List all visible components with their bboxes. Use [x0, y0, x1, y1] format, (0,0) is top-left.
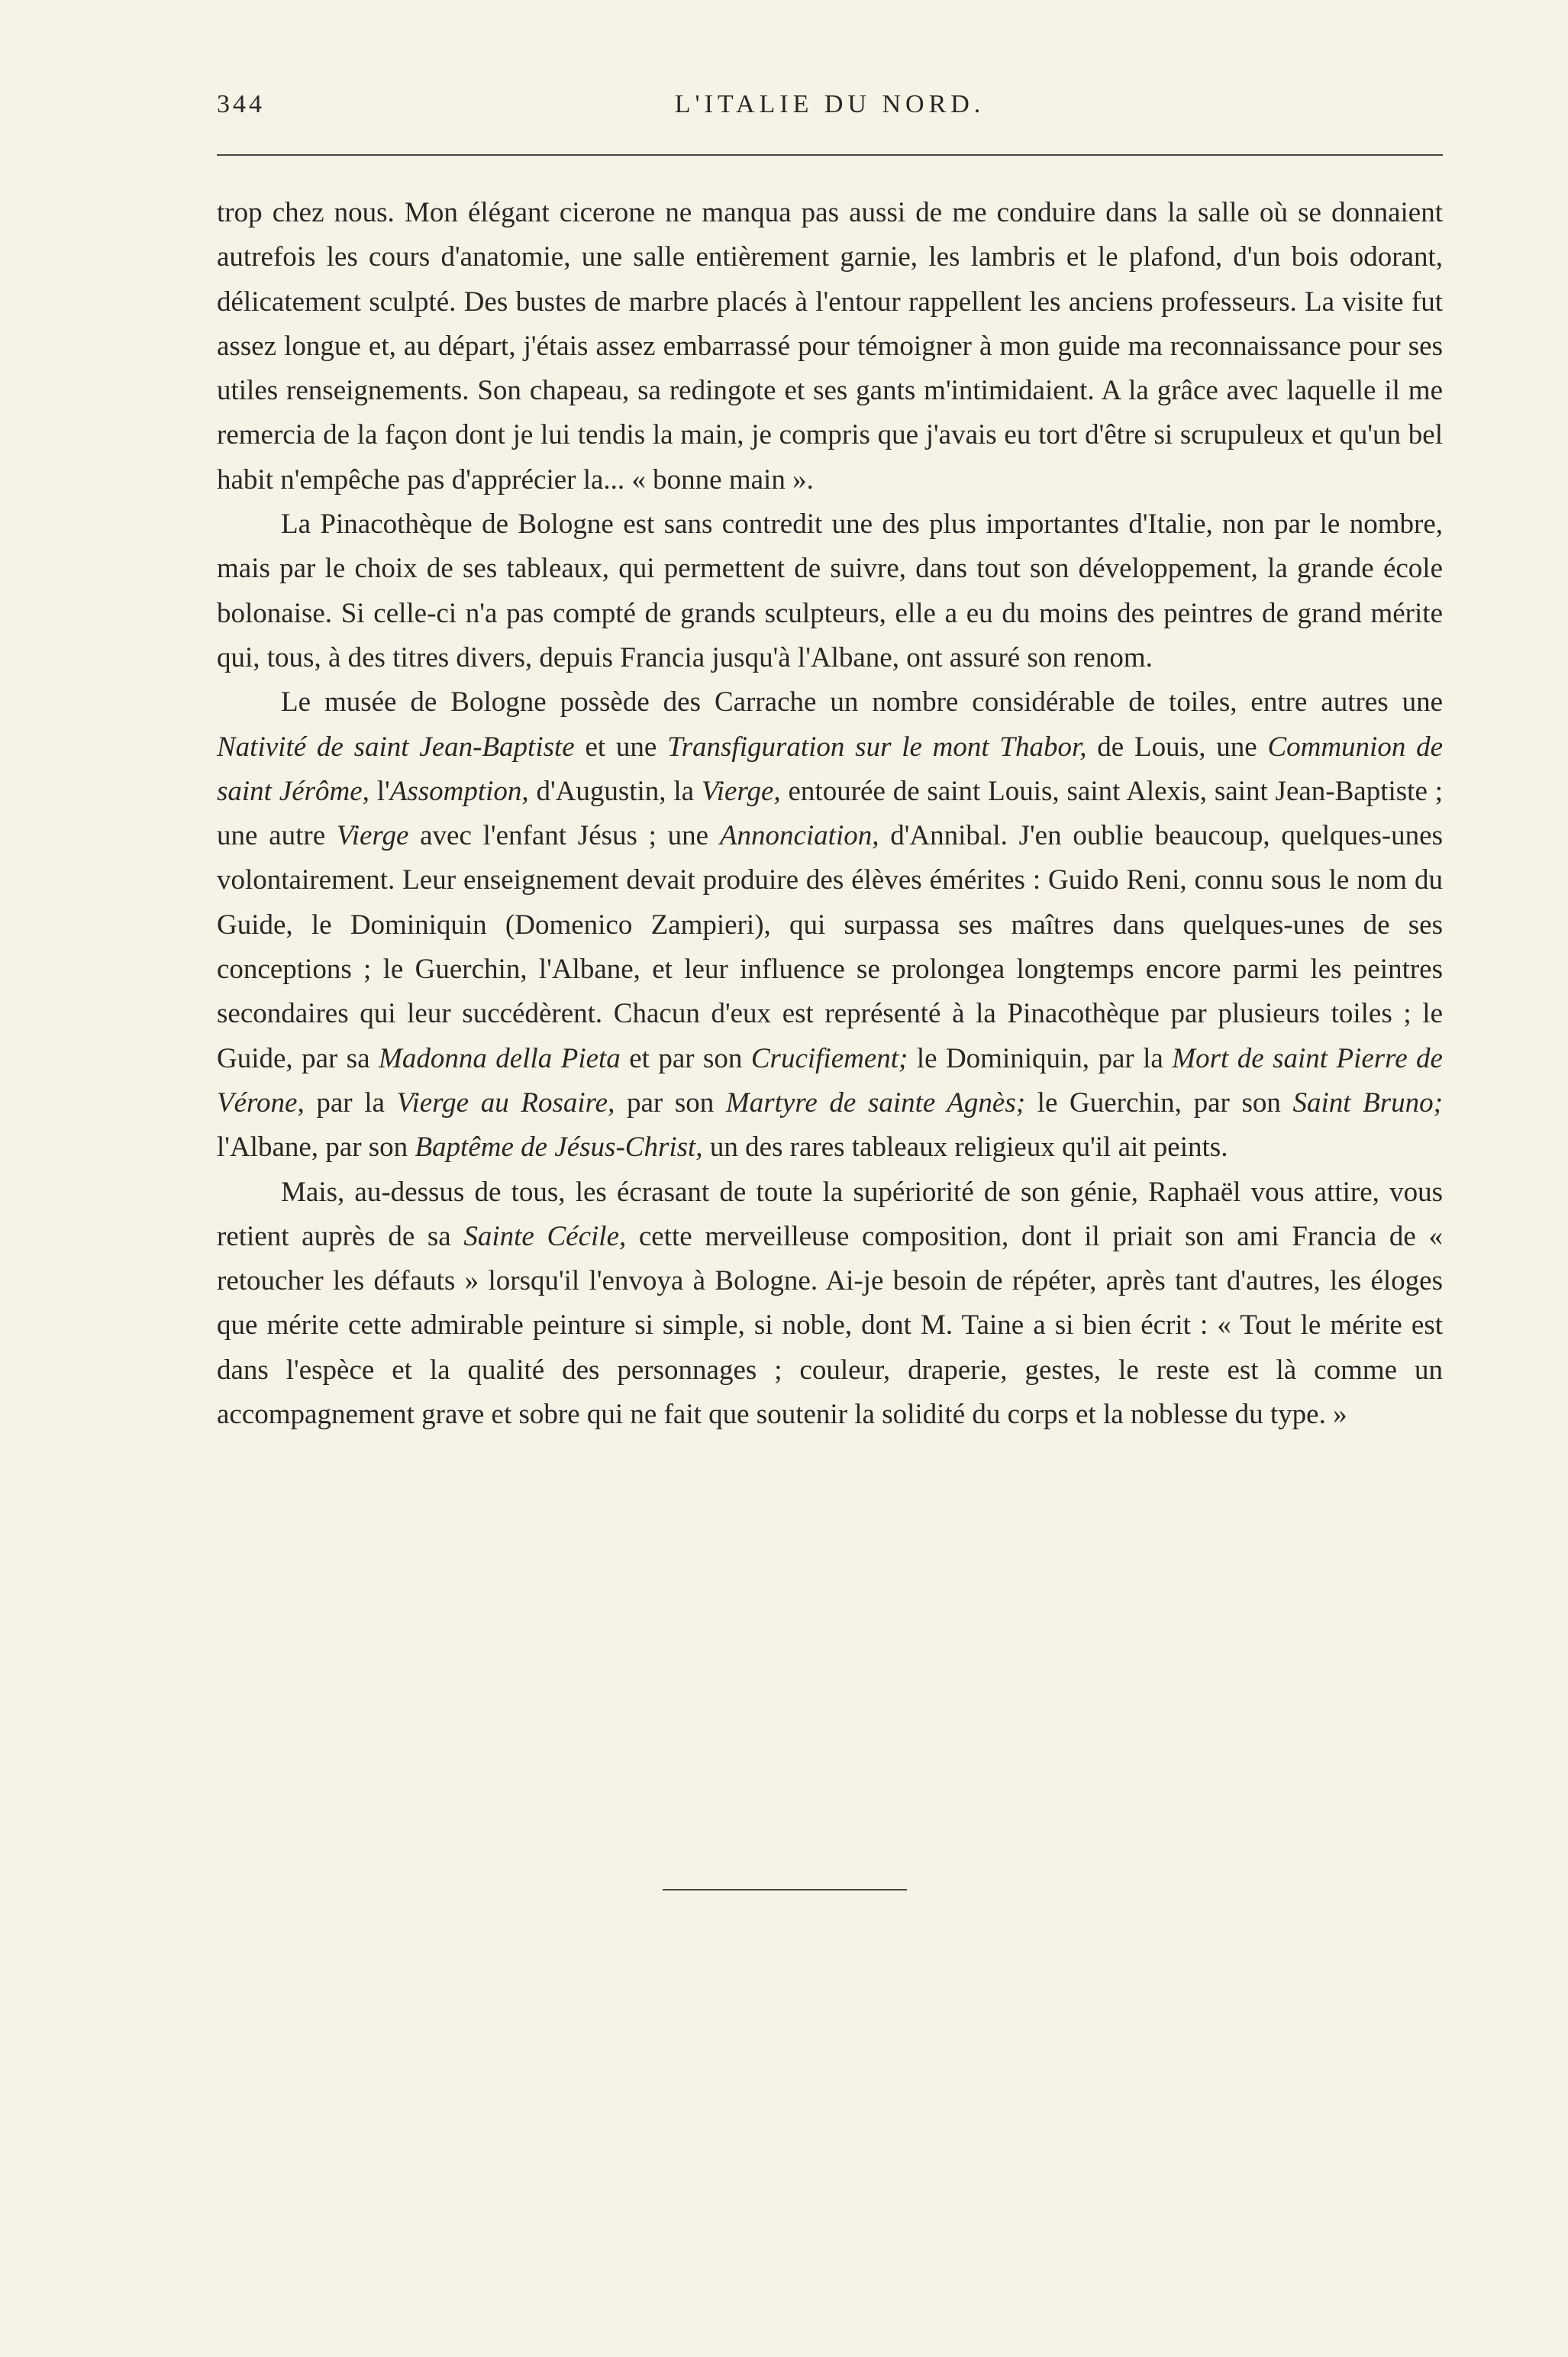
text-segment: le Guerchin, par son [1025, 1086, 1293, 1119]
artwork-title: Vierge, [701, 775, 781, 807]
text-segment: et par son [620, 1042, 751, 1074]
text-segment: par la [304, 1086, 397, 1119]
header-rule [217, 154, 1443, 156]
text-segment: d'Annibal. J'en oublie beaucoup, quelques-unes volontairement. Leur enseignement devait produire des élèves émérites : Guido Reni, connu sous le nom du Guide, le Dominiquin (Domenico Zampieri), qui surpassa ses maîtres dans quelques-unes de ses conceptions ; le Guerchin, l'Albane, et leur influence se prolongea longtemps encore parmi les peintres secondaires qui leur succédèrent. Chacun d'eux est représenté à la Pinacothèque par plusieurs toiles ; le Guide, par sa [217, 820, 1443, 1074]
text-segment: Le musée de Bologne possède des Carrache un nombre considérable de toiles, entre autres une [281, 686, 1443, 718]
artwork-title: Saint Bruno; [1292, 1086, 1443, 1119]
text-segment: avec l'enfant Jésus ; une [408, 820, 720, 852]
artwork-title: Transfiguration sur le mont Thabor, [667, 731, 1087, 763]
artwork-title: Mort de saint Pierre de Vérone, [217, 1042, 1443, 1119]
artwork-title: Vierge [336, 820, 409, 852]
paragraph-pinacotheque [217, 502, 1443, 680]
artwork-title: Communion de saint Jérôme, [217, 731, 1444, 807]
paragraph-musee [217, 680, 1443, 1170]
artwork-title: Baptême de Jésus-Christ, [415, 1132, 703, 1164]
artwork-title: Crucifiement; [750, 1042, 908, 1074]
text-segment: le Dominiquin, par la [908, 1042, 1173, 1074]
artwork-title: Vierge au Rosaire, [396, 1086, 615, 1119]
text-segment: cette merveilleuse composition, dont il priait son ami Francia de « retoucher les défauts » lorsqu'il l'envoya à Bologne. Ai-je besoin de répéter, après tant d'autres, les éloges que mérite cette admirable peinture si simple, si noble, dont M. Taine a si bien écrit : « Tout le mérite est dans l'espèce et la qualité des personnages ; couleur, draperie, gestes, le reste est là comme un accompagnement grave et sobre qui ne fait que soutenir la solidité du corps et la noblesse du type. » [217, 1220, 1443, 1431]
text-segment: l' [369, 775, 390, 807]
artwork-title: Sainte Cécile, [463, 1220, 627, 1252]
artwork-title: Assomption, [389, 775, 529, 807]
artwork-title: Madonna della Pieta [379, 1042, 621, 1074]
text-segment: un des rares tableaux religieux qu'il ait peints. [702, 1132, 1228, 1164]
paragraph-continuation [217, 191, 1443, 502]
paragraph-raphael [217, 1170, 1443, 1438]
text-segment: de Louis, une [1086, 731, 1268, 763]
artwork-title: Martyre de sainte Agnès; [725, 1086, 1026, 1119]
text-segment: Mais, au-dessus de tous, les écrasant de toute la supériorité de son génie, Raphaël vous attire, vous retient auprès de sa [217, 1176, 1443, 1252]
closing-rule [663, 1889, 907, 1890]
text-segment: l'Albane, par son [217, 1132, 415, 1164]
page-number: 344 [217, 90, 265, 118]
running-head [217, 90, 1443, 136]
text-segment: par son [615, 1086, 726, 1119]
text-segment: d'Augustin, la [528, 775, 702, 807]
running-title: L'ITALIE DU NORD. [674, 90, 986, 118]
text-segment: et une [574, 731, 668, 763]
body-text [217, 191, 1443, 1437]
text-segment: trop chez nous. Mon élégant cicerone ne manqua pas aussi de me conduire dans la salle où se donnaient autrefois les cours d'anatomie, une salle entièrement garnie, les lambris et le plafond, d'un bois odorant, délicatement sculpté. Des bustes de marbre placés à l'entour rappellent les anciens professeurs. La visite fut assez longue et, au départ, j'étais assez embarrassé pour témoigner à mon guide ma reconnaissance pour ses utiles renseignements. Son chapeau, sa redingote et ses gants m'intimidaient. A la grâce avec laquelle il me remercia de la façon dont je lui tendis la main, je compris que j'avais eu tort d'être si scrupuleux et qu'un bel habit n'empêche pas d'apprécier la... « bonne main ». [217, 197, 1443, 496]
text-segment: La Pinacothèque de Bologne est sans contredit une des plus importantes d'Italie, non par le nombre, mais par le choix de ses tableaux, qui permettent de suivre, dans tout son développement, la grande école bolonaise. Si celle-ci n'a pas compté de grands sculpteurs, elle a eu du moins des peintres de grand mérite qui, tous, à des titres divers, depuis Francia jusqu'à l'Albane, ont assuré son renom. [217, 509, 1443, 673]
text-segment: entourée de saint Louis, saint Alexis, saint Jean-Baptiste ; une autre [217, 775, 1443, 852]
artwork-title: Nativité de saint Jean-Baptiste [217, 731, 575, 763]
artwork-title: Annonciation, [719, 820, 879, 852]
